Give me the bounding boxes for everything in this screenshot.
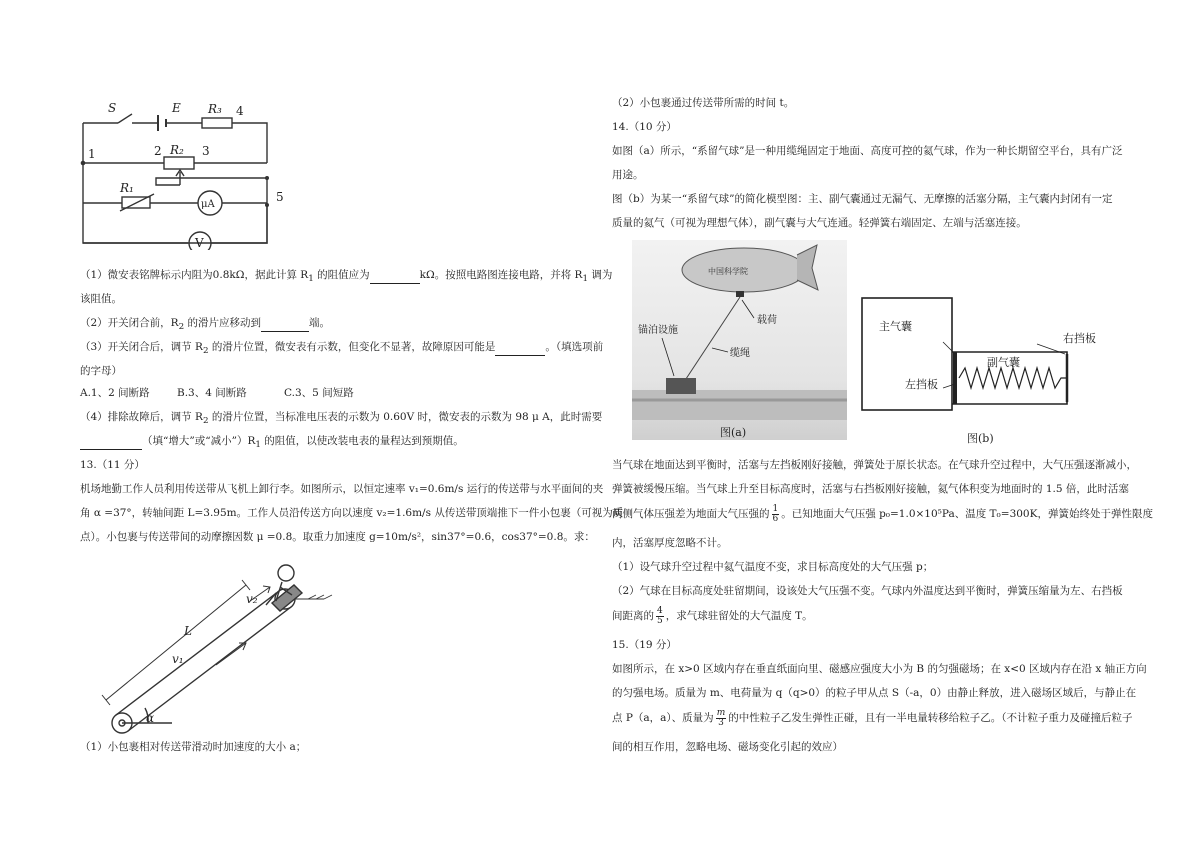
problem-14-line5: 当气球在地面达到平衡时，活塞与左挡板刚好接触，弹簧处于原长状态。在气球升空过程中，大气压强逐渐减小， bbox=[612, 459, 1137, 471]
v2-label: v₂ bbox=[246, 592, 258, 606]
fraction-m-over-3: $\frac{m}{3}$ bbox=[716, 707, 726, 728]
q12-part4-line2: （填“增大”或“减小$”)R_1$ 的阻值，以使改装电表的量程达到预期值。 bbox=[80, 434, 464, 453]
payload-label: 载荷 bbox=[757, 315, 777, 326]
problem-14-heading: 14.（10 分） bbox=[612, 121, 677, 133]
problem-15-line2: 的匀强电场。质量为 m、电荷量为 q（q>0）的粒子甲从点 S（-a，0）由静止释放，进入磁场区域后，与静止在 bbox=[612, 687, 1137, 699]
q12-part3-line2: 的字母） bbox=[80, 365, 122, 377]
figure-b-caption: 图(b) bbox=[967, 432, 994, 445]
angle-label: α bbox=[146, 711, 155, 725]
conveyor-belt-diagram bbox=[96, 555, 361, 735]
problem-14-line1: 如图（a）所示，“系留气球”是一种用缆绳固定于地面、高度可控的氦气球，作为一种长期留空平台，具有广泛 bbox=[612, 145, 1123, 157]
problem-14-line8: 内，活塞厚度忽略不计。 bbox=[612, 537, 728, 549]
problem-13-part2: （2）小包裹通过传送带所需的时间 t。 bbox=[612, 97, 795, 109]
fraction-four-fifths: $\frac{4}{5}$ bbox=[657, 605, 663, 626]
right-baffle-label: 右挡板 bbox=[1063, 332, 1096, 345]
problem-14-part1: （1）设气球升空过程中氦气温度不变，求目标高度处的大气压强 p； bbox=[612, 561, 934, 573]
node-3-label: 3 bbox=[202, 144, 210, 158]
figure-a-caption: 图(a) bbox=[720, 426, 747, 439]
r3-label: R₃ bbox=[208, 102, 222, 116]
cable-label: 缆绳 bbox=[730, 348, 750, 359]
option-a: A.1、2 间断路 bbox=[80, 387, 150, 399]
q12-part2: （2）开关闭合前，$R_2$ 的滑片应移动到 端。 bbox=[80, 317, 331, 333]
option-b: B.3、4 间断路 bbox=[177, 387, 247, 399]
balloon-text: 中国科学院 bbox=[708, 267, 748, 276]
problem-15-line3: 点 P（a，a）、质量为 $\frac{m}{3}$ 的中性粒子乙发生弹性正碰，且有一半电量转移给粒子乙。（不计粒子重力及碰撞后粒子 bbox=[612, 707, 1133, 728]
v1-label: v₁ bbox=[172, 652, 184, 666]
q12-part1-line2: 该阻值。 bbox=[80, 293, 122, 305]
problem-14-part2-line2: 间距离的 $\frac{4}{5}$ ，求气球驻留处的大气温度 T。 bbox=[612, 605, 813, 626]
voltmeter-label: V bbox=[195, 236, 204, 250]
problem-15-line4: 间的相互作用，忽略电场、磁场变化引起的效应） bbox=[612, 741, 843, 753]
problem-14-line2: 用途。 bbox=[612, 169, 644, 181]
fraction-one-sixth: $\frac{1}{6}$ bbox=[772, 503, 779, 524]
main-chamber-label: 主气囊 bbox=[879, 320, 912, 333]
anchor-facility-label: 锚泊设施 bbox=[638, 325, 678, 336]
node-5-label: 5 bbox=[276, 190, 284, 204]
circuit-diagram bbox=[80, 100, 295, 250]
problem-14-line4: 质量的氦气（可视为理想气体），副气囊与大气连通。轻弹簧右端固定、左端与活塞连接。 bbox=[612, 217, 1027, 229]
option-c: C.3、5 间短路 bbox=[284, 387, 354, 399]
emf-label: E bbox=[172, 101, 181, 115]
switch-label: S bbox=[108, 101, 117, 115]
balloon-photo-figure-a bbox=[632, 240, 847, 440]
node-2-label: 2 bbox=[154, 144, 162, 158]
q12-part3-line1: （3）开关闭合后，调节 $R_2$ 的滑片位置，微安表有示数，但变化不显著，故障原因可能是 。（填选项前 bbox=[80, 341, 604, 357]
problem-14-line3: 图（b）为某一“系留气球”的简化模型图：主、副气囊通过无漏气、无摩擦的活塞分隔，主气囊内封闭有一定 bbox=[612, 193, 1113, 205]
r1-label: R₁ bbox=[120, 181, 134, 195]
problem-13-heading: 13.（11 分） bbox=[80, 459, 145, 471]
problem-13-line3: 点）。小包裹与传送带间的动摩擦因数 μ =0.8。取重力加速度 g=10m/s²，sin37°=0.6，cos37°=0.8。求： bbox=[80, 531, 595, 543]
q12-part1-line1: （1）微安表铭牌标示内阻为0.8kΩ，据此计算 $R_1$ 的阻值应为 kΩ。按照电路图连接电路，并将 $R_1$ 调为 bbox=[80, 269, 613, 285]
problem-14-line7: 两侧气体压强差为地面大气压强的 $\frac{1}{6}$ 。已知地面大气压强 p₀=1.0×10⁵Pa、温度 T₀=300K，弹簧始终处于弹性限度 bbox=[612, 503, 1153, 524]
node-1-label: 1 bbox=[88, 147, 96, 161]
r2-label: R₂ bbox=[170, 143, 184, 157]
node-4-label: 4 bbox=[236, 104, 244, 118]
problem-14-line6: 弹簧被缓慢压缩。当气球上升至目标高度时，活塞与右挡板刚好接触，氦气体积变为地面时的 1.5 倍，此时活塞 bbox=[612, 483, 1129, 495]
problem-15-line1: 如图所示，在 x>0 区域内存在垂直纸面向里、磁感应强度大小为 B 的匀强磁场；在 x<0 区域内存在沿 x 轴正方向 bbox=[612, 663, 1147, 675]
problem-15-heading: 15.（19 分） bbox=[612, 639, 677, 651]
problem-13-line1: 机场地勤工作人员利用传送带从飞机上卸行李。如图所示，以恒定速率 v₁=0.6m/s 运行的传送带与水平面间的夹 bbox=[80, 483, 604, 495]
problem-13-line2: 角 α =37°，转轴间距 L=3.95m。工作人员沿传送方向以速度 v₂=1.6m/s 从传送带顶端推下一件小包裹（可视为质 bbox=[80, 507, 624, 519]
length-label: L bbox=[184, 624, 192, 638]
balloon-model-figure-b bbox=[857, 292, 1122, 452]
q12-part4-line1: （4）排除故障后，调节 $R_2$ 的滑片位置，当标准电压表的示数为 0.60V 时，微安表的示数为 98 μ A，此时需要 bbox=[80, 411, 603, 427]
problem-14-part2-line1: （2）气球在目标高度处驻留期间，设该处大气压强不变。气球内外温度达到平衡时，弹簧压缩量为左、右挡板 bbox=[612, 585, 1123, 597]
left-baffle-label: 左挡板 bbox=[905, 378, 938, 391]
sub-chamber-label: 副气囊 bbox=[987, 356, 1020, 369]
problem-13-part1: （1）小包裹相对传送带滑动时加速度的大小 a； bbox=[80, 741, 307, 753]
microammeter-label: μA bbox=[201, 199, 215, 210]
